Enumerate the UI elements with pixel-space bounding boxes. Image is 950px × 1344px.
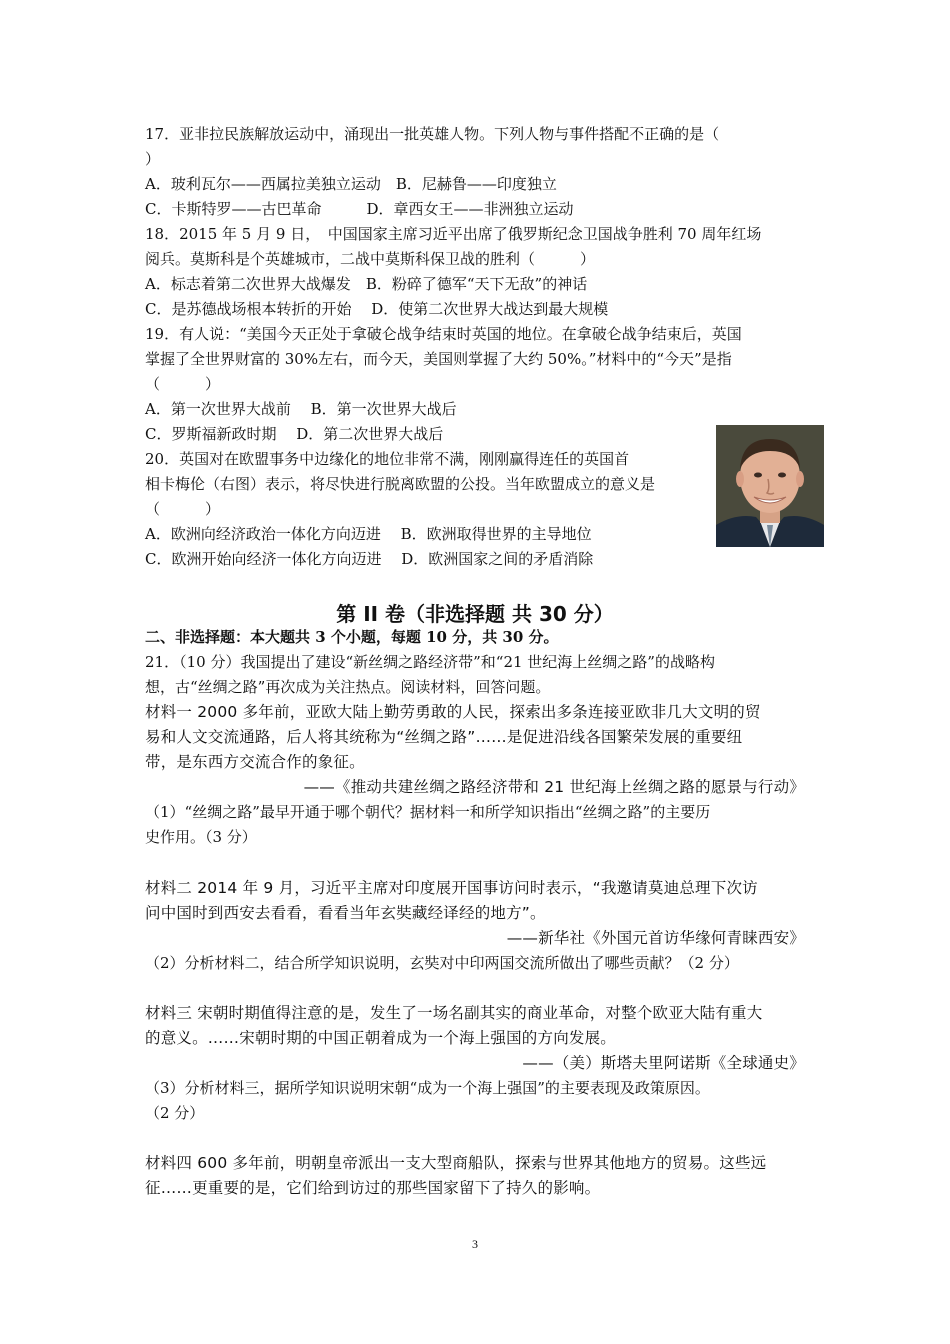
q19-options-cd: C．罗斯福新政时期 D．第二次世界大战后: [145, 425, 444, 443]
material-3-source: ——（美）斯塔夫里阿诺斯《全球通史》: [522, 1054, 805, 1072]
question-3-line-1: （3）分析材料三，据所学知识说明宋朝“成为一个海上强国”的主要表现及政策原因。: [145, 1079, 710, 1097]
question-1-line-2: 史作用。（3 分）: [145, 828, 257, 846]
question-1-line-1: （1）“丝绸之路”最早开通于哪个朝代？据材料一和所学知识指出“丝绸之路”的主要历: [145, 803, 711, 821]
material-2-source: ——新华社《外国元首访华缘何青睐西安》: [506, 929, 805, 947]
q20-line-1: 20．英国对在欧盟事务中边缘化的地位非常不满，刚刚赢得连任的英国首: [145, 450, 630, 468]
question-3-line-2: （2 分）: [145, 1104, 205, 1122]
q17-line-2: ）: [145, 150, 161, 168]
portrait-illustration: [716, 425, 824, 547]
material-4-line-2: 征……更重要的是，它们给到访过的那些国家留下了持久的影响。: [145, 1179, 601, 1197]
material-1-line-2: 易和人文交流通路，后人将其统称为“丝绸之路”……是促进沿线各国繁荣发展的重要纽: [145, 728, 743, 746]
q18-line-2: 阅兵。莫斯科是个英雄城市，二战中莫斯科保卫战的胜利（ ）: [145, 250, 596, 268]
material-2-line-2: 问中国时到西安去看看，看看当年玄奘藏经译经的地方”。: [145, 904, 546, 922]
material-1-source: ——《推动共建丝绸之路经济带和 21 世纪海上丝绸之路的愿景与行动》: [303, 778, 805, 796]
material-1-line-1: 材料一 2000 多年前，亚欧大陆上勤劳勇敢的人民，探索出多条连接亚欧非几大文明的贸: [145, 703, 761, 721]
q18-options-ab: A．标志着第二次世界大战爆发 B．粉碎了德军“天下无敌”的神话: [145, 275, 588, 293]
q17-options-ab: A．玻利瓦尔——西属拉美独立运动 B．尼赫鲁——印度独立: [145, 175, 557, 193]
q19-options-ab: A．第一次世界大战前 B．第一次世界大战后: [145, 400, 457, 418]
q20-options-cd: C．欧洲开始向经济一体化方向迈进 D．欧洲国家之间的矛盾消除: [145, 550, 594, 568]
q18-options-cd: C．是苏德战场根本转折的开始 D．使第二次世界大战达到最大规模: [145, 300, 609, 318]
material-3-line-1: 材料三 宋朝时期值得注意的是，发生了一场名副其实的商业革命，对整个欧亚大陆有重大: [145, 1004, 763, 1022]
q19-line-3: （ ）: [145, 375, 221, 393]
material-2-line-1: 材料二 2014 年 9 月，习近平主席对印度展开国事访问时表示，“我邀请莫迪总理下次访: [145, 879, 758, 897]
cameron-portrait-image: [716, 425, 824, 547]
section-ii-heading: 第 II 卷（非选择题 共 30 分）: [336, 602, 614, 626]
q20-line-3: （ ）: [145, 500, 221, 518]
q21-line-1: 21．（10 分）我国提出了建设“新丝绸之路经济带”和“21 世纪海上丝绸之路”的战略构: [145, 653, 715, 671]
material-3-line-2: 的意义。……宋朝时期的中国正朝着成为一个海上强国的方向发展。: [145, 1029, 617, 1047]
q17-options-cd: C．卡斯特罗——古巴革命 D．章西女王——非洲独立运动: [145, 200, 574, 218]
q17-line-1: 17．亚非拉民族解放运动中，涌现出一批英雄人物。下列人物与事件搭配不正确的是（: [145, 125, 720, 143]
q19-line-1: 19．有人说：“美国今天正处于拿破仑战争结束时英国的地位。在拿破仑战争结束后，英国: [145, 325, 742, 343]
q21-line-2: 想，古“丝绸之路”再次成为关注热点。阅读材料，回答问题。: [145, 678, 551, 696]
question-2: （2）分析材料二，结合所学知识说明，玄奘对中印两国交流所做出了哪些贡献？（2 分）: [145, 954, 739, 972]
q18-line-1: 18．2015 年 5 月 9 日， 中国国家主席习近平出席了俄罗斯纪念卫国战争胜利 70 周年红场: [145, 225, 762, 243]
material-4-line-1: 材料四 600 多年前，明朝皇帝派出一支大型商船队，探索与世界其他地方的贸易。这些远: [145, 1154, 767, 1172]
material-1-line-3: 带，是东西方交流合作的象征。: [145, 753, 365, 771]
section-2-instructions: 二、非选择题：本大题共 3 个小题，每题 10 分，共 30 分。: [145, 628, 559, 646]
q20-line-2: 相卡梅伦（右图）表示，将尽快进行脱离欧盟的公投。当年欧盟成立的意义是: [145, 475, 656, 493]
q20-options-ab: A．欧洲向经济政治一体化方向迈进 B．欧洲取得世界的主导地位: [145, 525, 592, 543]
page-number: 3: [472, 1237, 478, 1251]
q19-line-2: 掌握了全世界财富的 30%左右，而今天，美国则掌握了大约 50%。”材料中的“今天”是指: [145, 350, 732, 368]
